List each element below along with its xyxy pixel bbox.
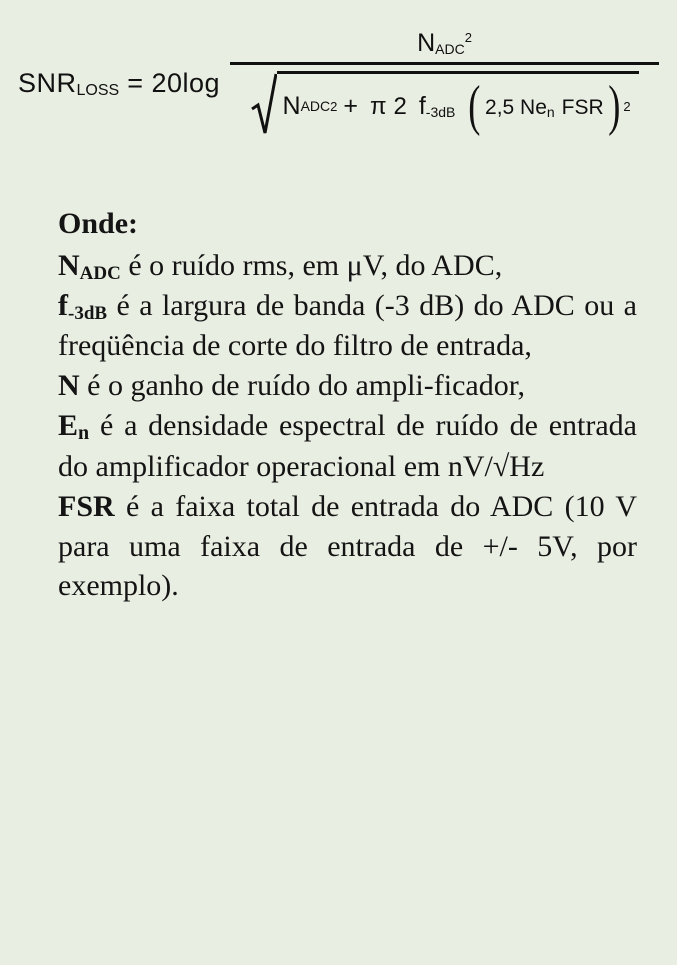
radicand-n: N [282,91,301,120]
plus-sign: + [343,91,358,120]
radical-sign-icon [251,71,277,135]
ratio-numerator-text: 2,5 Ne [485,95,547,119]
snr-subscript: LOSS [76,82,120,99]
formula-left-hand-side [18,30,220,100]
legend-entry-fsr [58,487,637,607]
ratio-numerator-sub: n [546,103,555,120]
ratio-numerator [485,96,555,119]
pi-symbol: π [369,92,387,120]
legend-text-n: é o ganho de ruído do ampli-ficador, [79,369,525,403]
radicand-n-sup: 2 [330,98,338,114]
formula-fraction [230,30,659,135]
legend-entry-n [58,366,637,406]
squared-ratio-group [455,74,631,137]
legend-entry-f3db [58,286,637,366]
legend-term-fsr: FSR [58,489,115,523]
f-term [413,91,456,120]
legend-term-en-main: E [58,409,79,443]
legend-heading: Onde: [58,207,139,240]
legend-term-f3db [58,289,108,325]
paren-open: ( [468,74,481,137]
two-denominator: 2 [393,92,407,120]
formula-block [0,0,677,200]
numerator-sub: ADC [435,41,465,57]
legend-term-nadc-main: N [58,248,80,282]
equals-20log: = 20log [127,68,221,98]
legend-term-n: N [58,369,80,403]
f-subscript: -3dB [425,103,456,120]
square-root [251,71,639,135]
radicand-n-sub: ADC [300,98,331,114]
f-symbol: f [418,91,426,120]
ratio-denominator: FSR [561,95,604,119]
snr-label: SNR [18,68,77,98]
legend-term-nadc [58,249,121,282]
legend-entry-nadc [58,246,637,286]
legend-text-nadc: é o ruído rms, em μV, do ADC, [120,248,503,282]
formula-row [18,30,659,135]
legend-term-en [58,409,90,445]
legend-term-f3db-sub: -3dB [68,303,108,325]
fraction-numerator [230,30,659,62]
pi-over-two [370,94,407,119]
legend-text-f3db: é a largura de banda (-3 dB) do ADC ou a freqüência de corte do filtro de entrada, [58,289,637,363]
numerator-n: N [417,29,436,57]
ratio-exponent: 2 [623,98,631,114]
legend-section [0,200,677,606]
legend-term-f3db-main: f [58,289,68,323]
legend-text-en: é a densidade espectral de ruído de entrada do amplificador operacional em nV/√Hz [58,409,637,483]
legend-text-fsr: é a faixa total de entrada do ADC (10 V para uma faixa de entrada de +/- 5V, por exemplo). [58,489,637,603]
radicand [277,71,639,135]
paren-close: ) [607,74,621,137]
legend-entry-en [58,406,637,486]
legend-term-en-sub: n [78,422,90,445]
fraction-denominator [230,65,659,135]
numerator-sup: 2 [464,30,472,45]
legend-term-nadc-sub: ADC [79,262,121,284]
ne-over-fsr [485,93,604,120]
